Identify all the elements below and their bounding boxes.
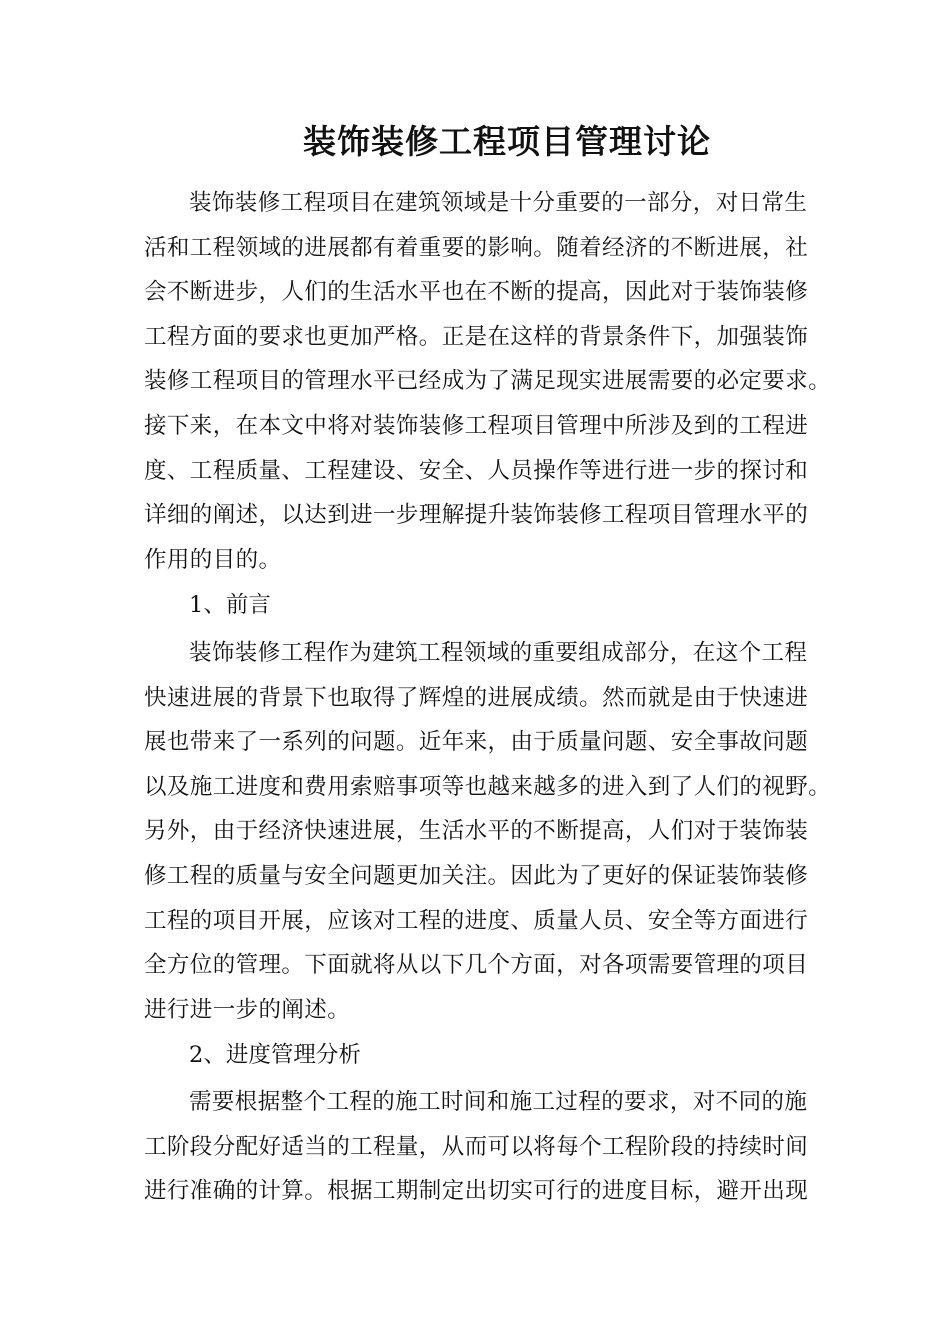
paragraph-line: 工阶段分配好适当的工程量，从而可以将每个工程阶段的持续时间 [144,1133,809,1160]
section2-paragraph [144,1080,814,1214]
section-heading-preface: 1、前言 [189,592,271,618]
paragraph-line: 会不断进步，人们的生活水平也在不断的提高，因此对于装饰装修 [144,279,809,306]
document-title: 装饰装修工程项目管理讨论 [303,122,711,161]
paragraph-line: 进行准确的计算。根据工期制定出切实可行的进度目标，避开出现 [144,1178,809,1205]
paragraph-line: 全方位的管理。下面就将从以下几个方面，对各项需要管理的项目 [144,952,809,979]
paragraph-line: 另外，由于经济快速进展，生活水平的不断提高，人们对于装饰装 [144,818,809,845]
paragraph-line: 装饰装修工程项目在建筑领域是十分重要的一部分，对日常生 [189,190,808,216]
paragraph-line: 活和工程领域的进展都有着重要的影响。随着经济的不断进展，社 [144,234,809,261]
paragraph-line: 展也带来了一系列的问题。近年来，由于质量问题、安全事故问题 [144,729,809,756]
paragraph-line: 进行进一步的阐述。 [144,996,351,1023]
paragraph-line: 接下来，在本文中将对装饰装修工程项目管理中所涉及到的工程进 [144,412,809,439]
paragraph-line: 以及施工进度和费用索赔事项等也越来越多的进入到了人们的视野。 [144,773,832,800]
paragraph-line: 装修工程项目的管理水平已经成为了满足现实进展需要的必定要求。 [144,368,832,395]
paragraph-line: 作用的目的。 [144,546,282,573]
section1-paragraph [144,631,832,1032]
paragraph-line: 工程的项目开展，应该对工程的进度、质量人员、安全等方面进行 [144,907,809,934]
intro-paragraph [144,181,832,582]
paragraph-line: 修工程的质量与安全问题更加关注。因此为了更好的保证装饰装修 [144,862,809,889]
paragraph-line: 需要根据整个工程的施工时间和施工过程的要求，对不同的施 [189,1089,808,1115]
paragraph-line: 工程方面的要求也更加严格。正是在这样的背景条件下，加强装饰 [144,323,809,350]
section-heading-schedule: 2、进度管理分析 [189,1042,361,1068]
paragraph-line: 详细的阐述，以达到进一步理解提升装饰装修工程项目管理水平的 [144,502,809,529]
paragraph-line: 度、工程质量、工程建设、安全、人员操作等进行进一步的探讨和 [144,457,809,484]
paragraph-line: 装饰装修工程作为建筑工程领域的重要组成部分，在这个工程 [189,640,808,666]
paragraph-line: 快速进展的背景下也取得了辉煌的进展成绩。然而就是由于快速进 [144,684,809,711]
